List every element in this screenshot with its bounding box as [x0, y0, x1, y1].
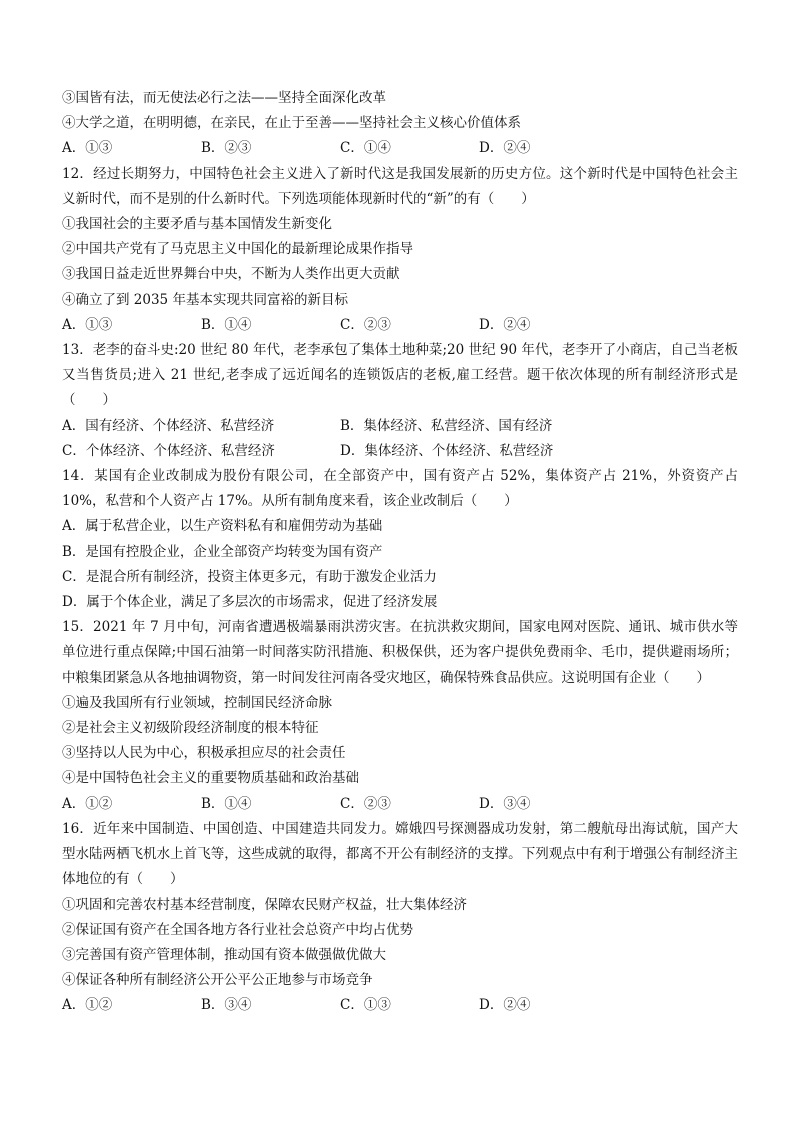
- q13-choice-b[interactable]: B．集体经济、私营经济、国有经济: [340, 417, 553, 434]
- q16-option-1: ①巩固和完善农村基本经营制度，保障农民财产权益，壮大集体经济: [62, 896, 467, 913]
- q15-choices: [62, 792, 738, 817]
- q13-choice-d[interactable]: D．集体经济、个体经济、私营经济: [340, 442, 554, 459]
- q16-choice-c[interactable]: C．①③: [340, 997, 391, 1014]
- q14-choice-c[interactable]: C．是混合所有制经济，投资主体更多元，有助于激发企业活力: [62, 568, 437, 585]
- q12-option-2: ②中国共产党有了马克思主义中国化的最新理论成果作指导: [62, 241, 413, 258]
- q15-option-1: ①遍及我国所有行业领域，控制国民经济命脉: [62, 694, 332, 711]
- q12-choice-a[interactable]: A．①③: [62, 316, 113, 333]
- q16-option-2: ②保证国有资产在全国各地方各行业社会总资产中均占优势: [62, 921, 413, 938]
- q15-option-4: ④是中国特色社会主义的重要物质基础和政治基础: [62, 770, 359, 787]
- q16-choice-b[interactable]: B．③④: [201, 997, 252, 1014]
- q14-choice-d[interactable]: D．属于个体企业，满足了多层次的市场需求，促进了经济发展: [62, 594, 438, 611]
- q16-option-4: ④保证各种所有制经济公开公平公正地参与市场竞争: [62, 972, 373, 989]
- q13-choices-row-2: [62, 439, 738, 464]
- q15-choice-b[interactable]: B．①④: [201, 795, 252, 812]
- q11-choices: [62, 136, 738, 161]
- q12-choice-c[interactable]: C．②③: [340, 316, 391, 333]
- q12-choice-d[interactable]: D．②④: [479, 316, 531, 333]
- q12-option-1: ①我国社会的主要矛盾与基本国情发生新变化: [62, 216, 332, 233]
- q13-choice-c[interactable]: C．个体经济、个体经济、私营经济: [62, 442, 275, 459]
- q14-choice-a[interactable]: A．属于私营企业，以生产资料私有和雇佣劳动为基础: [62, 518, 383, 535]
- q11-choice-c[interactable]: C．①④: [340, 140, 391, 157]
- q12-option-3: ③我国日益走近世界舞台中央，不断为人类作出更大贡献: [62, 266, 400, 283]
- exam-page: [62, 86, 738, 1019]
- q11-option-3: ③国皆有法，而无使法必行之法——坚持全面深化改革: [62, 90, 386, 106]
- q12-stem: 12．经过长期努力，中国特色社会主义进入了新时代这是我国发展新的历史方位。这个新时代是中国特色社会主义新时代，而不是别的什么新时代。下列选项能体现新时代的“新”的有（ ）: [62, 165, 738, 207]
- q13-stem: 13．老李的奋斗史:20 世纪 80 年代，老李承包了集体土地种菜;20 世纪 90 年代，老李开了小商店，自己当老板又当售货员;进入 21 世纪,老李成了远近闻名的连锁饭店的老板,雇工经营。题干依次体现的所有制经济形式是（ ）: [62, 342, 738, 409]
- q14-choice-b[interactable]: B．是国有控股企业，企业全部资产均转变为国有资产: [62, 543, 383, 560]
- q12-option-4: ④确立了到 2035 年基本实现共同富裕的新目标: [62, 291, 348, 308]
- q16-stem: 16．近年来中国制造、中国创造、中国建造共同发力。嫦娥四号探测器成功发射，第二艘航母出海试航，国产大型水陆两栖飞机水上首飞等，这些成就的取得，都离不开公有制经济的支撑。下列观点中有利于增强公有制经济主体地位的有（ ）: [62, 820, 738, 888]
- q13-choices-row-1: [62, 414, 738, 439]
- q15-option-2: ②是社会主义初级阶段经济制度的根本特征: [62, 720, 319, 737]
- q14-stem: 14．某国有企业改制成为股份有限公司，在全部资产中，国有资产占 52%，集体资产占 21%，外资资产占 10%，私营和个人资产占 17%。从所有制角度来看，该企业改制后（ ）: [62, 468, 738, 510]
- q11-choice-d[interactable]: D．②④: [479, 140, 531, 157]
- q16-option-3: ③完善国有资产管理体制，推动国有资本做强做优做大: [62, 946, 386, 963]
- q12-choices: [62, 313, 738, 338]
- q15-choice-c[interactable]: C．②③: [340, 795, 391, 812]
- q16-choices: [62, 993, 738, 1018]
- q13-choice-a[interactable]: A．国有经济、个体经济、私营经济: [62, 417, 275, 434]
- q12-choice-b[interactable]: B．①④: [201, 316, 252, 333]
- q16-choice-a[interactable]: A．①②: [62, 997, 113, 1014]
- q16-choice-d[interactable]: D．②④: [479, 997, 531, 1014]
- q15-option-3: ③坚持以人民为中心，积极承担应尽的社会责任: [62, 745, 346, 762]
- q15-stem: 15．2021 年 7 月中旬，河南省遭遇极端暴雨洪涝灾害。在抗洪救灾期间，国家电网对医院、通讯、城市供水等单位进行重点保障;中国石油第一时间落实防汛措施、积极保供，还为客户提供免费雨伞、毛巾，提供避雨场所；中粮集团紧急从各地抽调物资，第一时间发往河南各受灾地区，确保特殊食品供应。这说明国有企业（ ）: [62, 619, 738, 686]
- q11-choice-b[interactable]: B．②③: [201, 140, 252, 157]
- q11-option-4: ④大学之道，在明明德，在亲民，在止于至善——坚持社会主义核心价值体系: [62, 115, 521, 132]
- q11-choice-a[interactable]: A．①③: [62, 140, 113, 157]
- q15-choice-d[interactable]: D．③④: [479, 795, 531, 812]
- q15-choice-a[interactable]: A．①②: [62, 795, 113, 812]
